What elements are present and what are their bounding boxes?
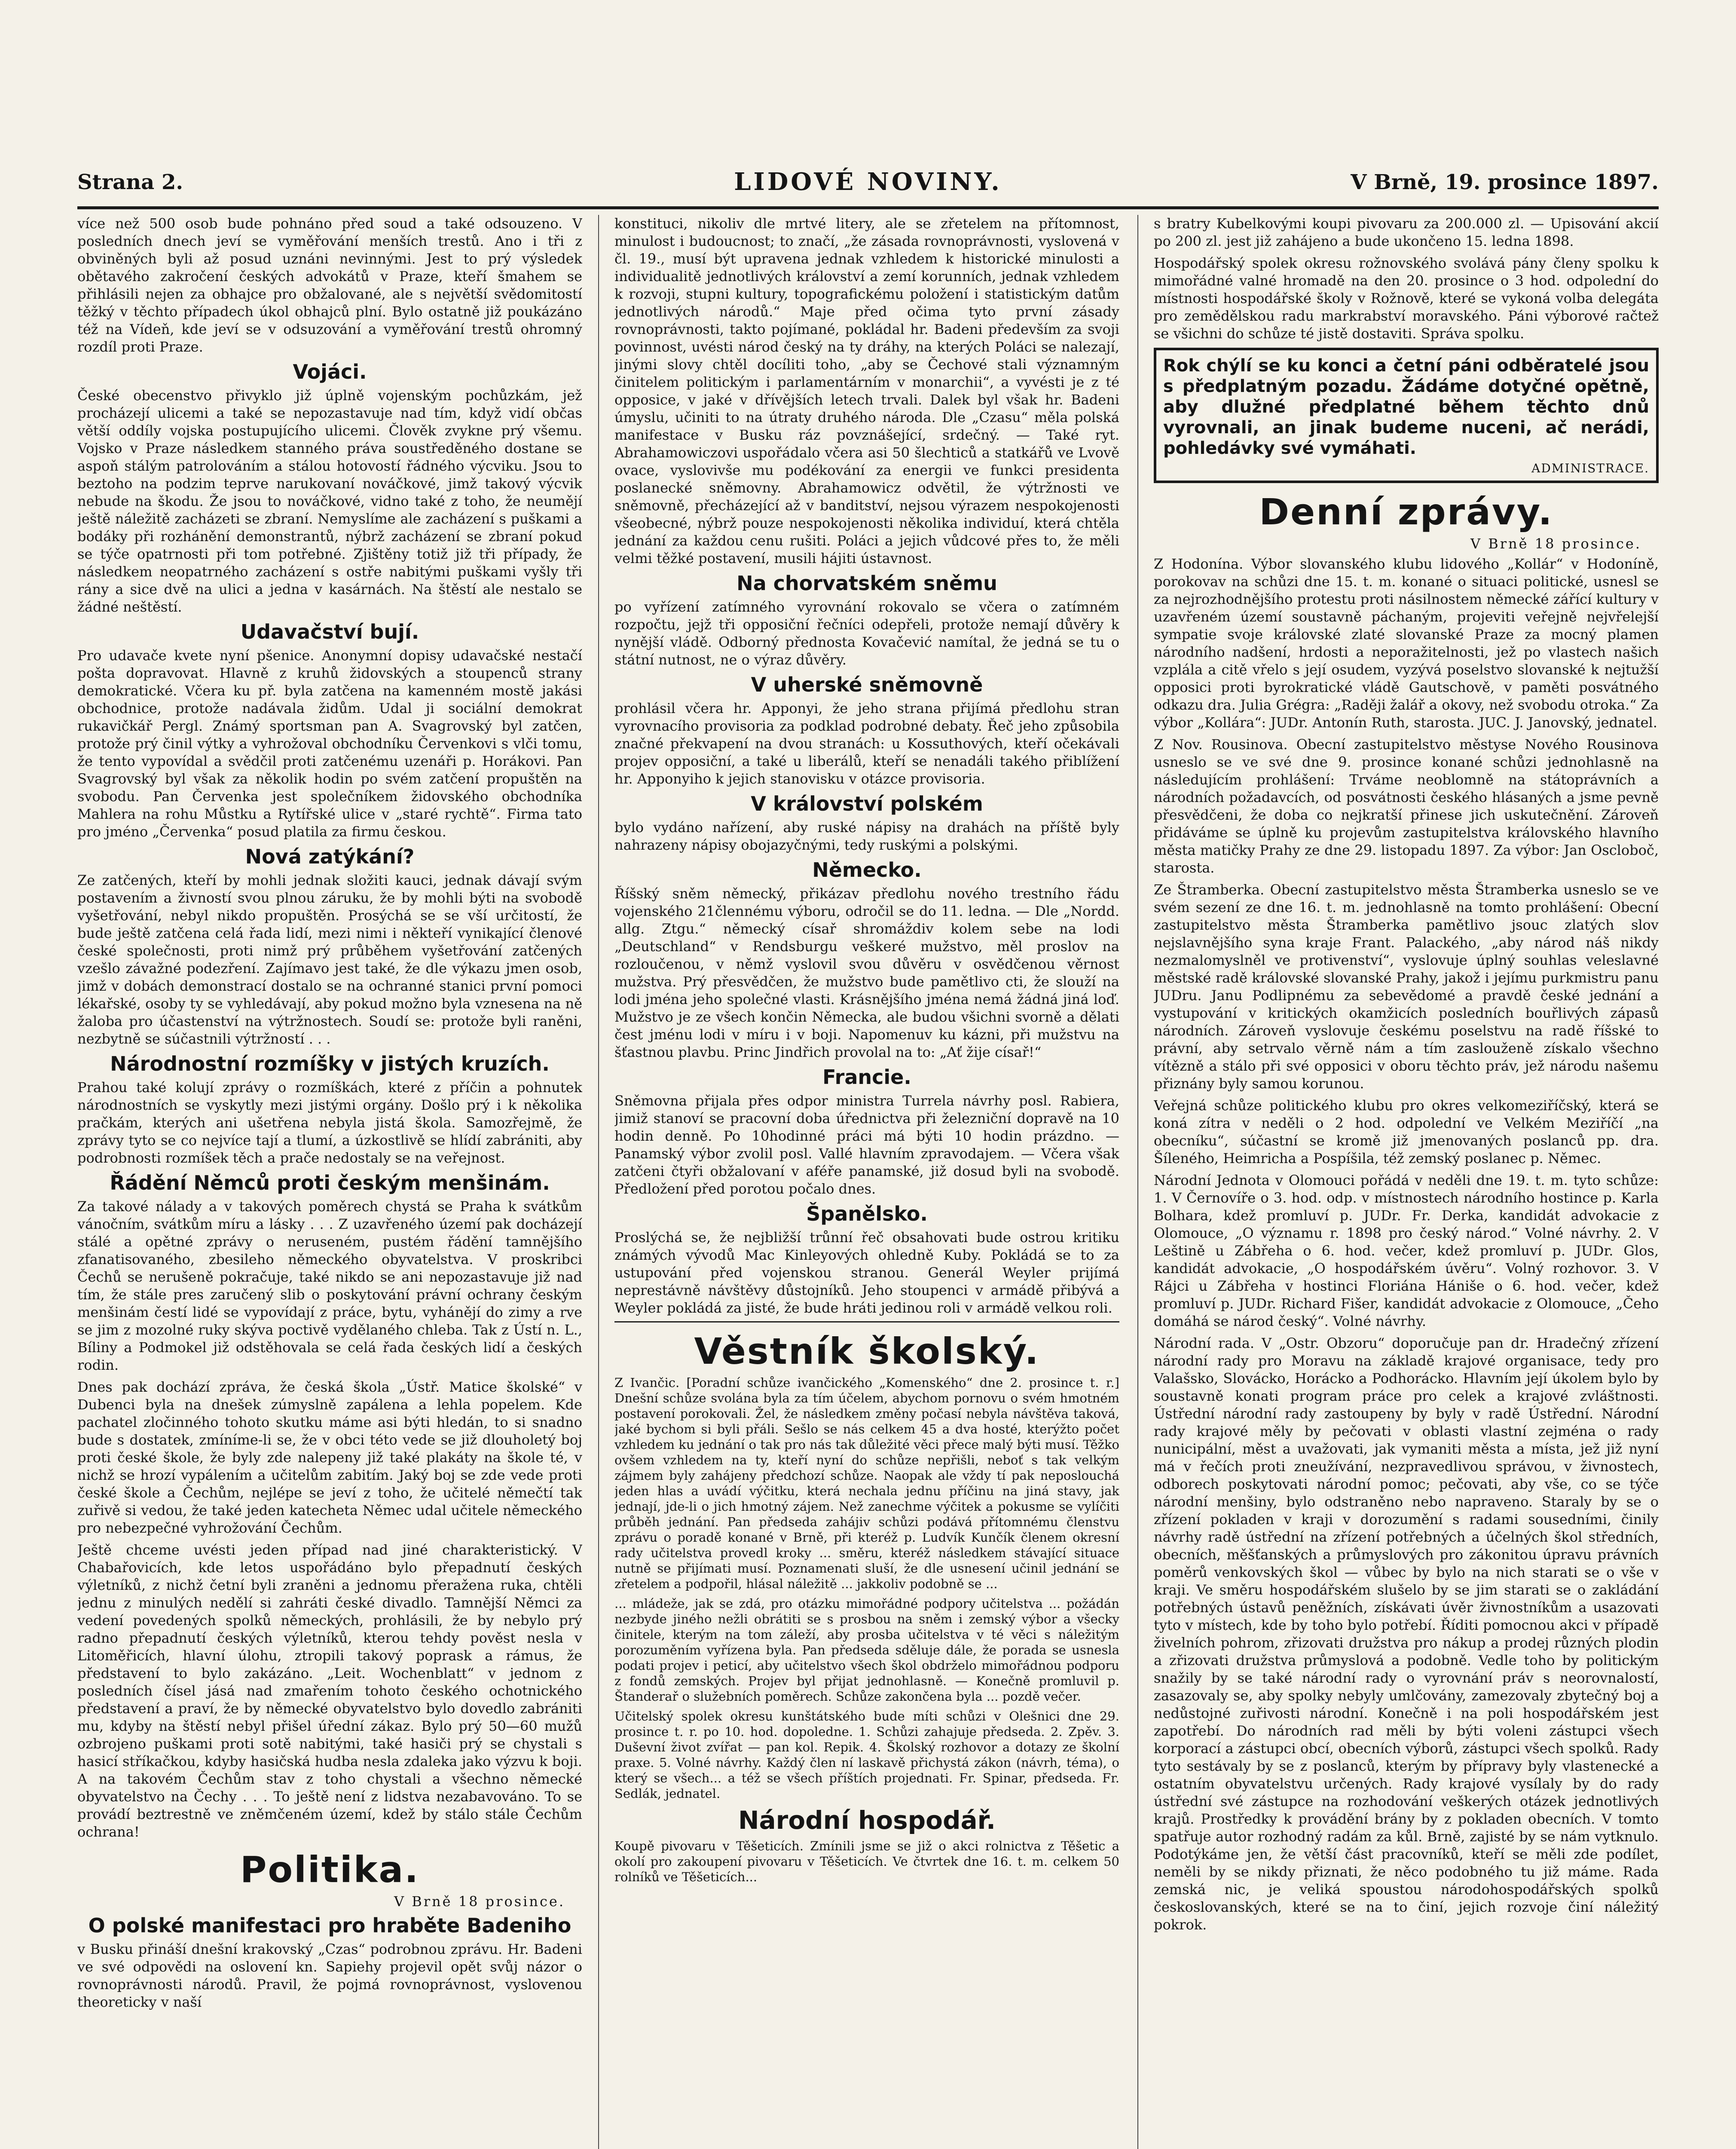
section-heading: Řádění Němců proti českým menšinám. <box>110 1171 550 1194</box>
article-paragraph: Z Ivančic. [Poradní schůze ivančického „Komenského“ dne 2. prosince t. r.] Dnešní schůze svolána byla za tím účelem, abychom pornovu o svém hmotném postavení porokovali. Žel, že následkem změny počasí nebyla návštěva taková, jaké bychom si byli přáli. Sešlo se nás celkem 45 a dva hosté, kterýžto počet vzhledem ku jednání o tak pro nás tak důležité věci přece malý býti musí. Těžko ovšem vzhledem na ty, kteří nyní do schůze nepřišli, neboť s tak velkým zájmem byly zahájeny předchozí schůze. Naopak ale vždy tí pak neposlouchá jeden hlas a uvádí výčitku, která nechala jednu příčinu na jiná stavy, jak jednají, jde-li o jich hmotný zájem. Než zanechme výčitek a pokusme se vylíčiti průběh jednání. Pan předseda zahájiv schůzi podává přítomnému členstvu zprávu o poradě konané v Brně, při kteréž p. Ludvík Kunčík členem okresní rady učitelstva provedl kroky ... směru, kteréž následkem stávající situace nutně se přijímati musí. Poznamenati sluší, že dle usnesení učinil jednání se zřetelem a podpořil, hlásal náležitě ... jakkoliv podobně se ... <box>614 1375 1119 1591</box>
section-heading: V uherské sněmovně <box>751 673 983 696</box>
notice-text: Rok chýlí se ku konci a četní páni odběratelé jsou s předplatným pozadu. Žádáme dotyčné opětně, aby dlužné předplatné během těchto dnů vyrovnali, an jinak budeme nuceni, ač nerádi, pohledávky své vymáhati. <box>1163 356 1649 458</box>
article-paragraph: Ještě chceme uvésti jeden případ nad jiné charakteristický. V Chabařovicích, kde letos uspořádáno bylo přepadnutí českých výletníků, z nichž četní byli zraněni a jednomu přeražena ruka, chtěli jednu z minulých nedělí si zahráti české divadlo. Tamnější Němci za vedení povedených spolků německých, prohlásili, že by nebylo prý radno přepadnutí českých výletníků, kterou tehdy pověst nesla v Litoměřicích, hlavní úlohu, ztropili takový poprask a rámus, že představení to bylo zakázáno. „Leit. Wochenblatt“ v jednom z posledních čísel jásá nad zmařením tohoto českého ochotnického představení a praví, že by německé obyvatelstvo bylo dovedlo zabrániti mu, kdyby na štěstí nebyl přišel úřední zákaz. Bylo prý 50—60 mužů ozbrojeno puškami proti sotě nabitými, také hasiči prý se chystali s hasicí stříkačkou, kdyby hasičská hudba nesla zdaleka jako výzvu k boji. A na takovém Čechům stav z toho chystali a všechno německé obyvatelstvo na Čechy . . . To ještě není z lidstva nezabavováno. To se provádí beztrestně ve zněmčeném území, kdež by stálo stále Čechům ochrana! <box>77 1542 582 1840</box>
column-2 <box>614 215 1119 2149</box>
article-paragraph: v Busku přináší dnešní krakovský „Czas“ podrobnou zprávu. Hr. Badeni ve své odpovědi na oslovení kn. Sapiehy projevil opět svůj názor o rovnoprávnosti národů. Pravil, že pojmá rovnoprávnost, vyslovenou theoreticky v naší <box>77 1941 582 2010</box>
article-paragraph: s bratry Kubelkovými koupi pivovaru za 200.000 zl. — Upisování akcií po 200 zl. jest již zahájeno a bude ukončeno 15. ledna 1898. <box>1154 215 1659 249</box>
article-paragraph: Koupě pivovaru v Těšeticích. Zmínili jsme se již o akci rolnictva z Těšetic a okolí pro zakoupení pivovaru v Těšeticích. Ve čtvrtek dne 16. t. m. celkem 50 rolníků ve Těšeticích... <box>614 1839 1119 1884</box>
article-paragraph: Hospodářský spolek okresu rožnovského svolává pány členy spolku k mimořádné valné hromadě na den 20. prosince o 3 hod. odpolední do místnosti hospodářské školy v Rožnově, které se vykoná volba delegáta pro zemědělskou radu markrabství moravského. Páni výborové račtež se všichni do schůze té jistě dostaviti. Správa spolku. <box>1154 255 1659 342</box>
article-paragraph: Národní rada. V „Ostr. Obzoru“ doporučuje pan dr. Hradečný zřízení národní rady pro Moravu na základě krajové organisace, tedy pro Valašsko, Slovácko, Horácko a Podhorácko. Hlavním její úkolem bylo by soustavně konati program práce pro celek a krajové zvláštnosti. Ústřední národní rady zastoupeny by byly v radě Ústřední. Národní rady krajové měly by pečovati v oblasti vlastní zejména o rady nunicipální, měst a uvažovati, jak vymaniti města a místa, jež již nyní má v řečích proti zneužívání, nezpravedlivou správou, v živnostech, odborech poskytovati národní pomoc; pečovati, aby vše, co se týče národní menšiny, bylo odstraněno nebo napraveno. Staraly by se o zřízení pokladen v kraji v dorozumění s radami sousedními, činily návrhy radě ústřední na zřízení potřebných a účelných škol středních, obecních, měšťanských a průmyslových pro zákonitou úpravu právních poměrů venkovských škol — vůbec by bylo na nich starati se o vše v kraji. Ve směru hospodářském slušelo by se jim starati se o zakládání potřebných ústavů peněžních, získávati úvěr živnostníkům a usazovati tyto v místech, kde by toho bylo potřebí. Říditi pomocnou akci v případě živelních pohrom, zřizovati družstva pro nákup a prodej různých plodin a zřizovati družstva průmyslová a podobně. Vedle toho by politickým snažily by se také národní rady o vyrovnání práv s neorovnalostí, zasazovaly se, aby spolky nebyly umlčovány, zamezovaly zbytečný boj a nedůstojné zuřivosti národní. Konečně i na poli hospodářském jest zapotřebí. Do národních rad měli by býti voleni zástupci všech korporací a zástupci obcí, obecních výborů, zástupci všech spolků. Rady tyto sestávaly by se z poslanců, kterým by přípravy byly vlastenecké a ostatním obyvatelstvu určených. Rady krajové vysílaly by do rady ústřední své zástupce na rozhodování veškerých otázek jednotlivých krajů. Prostředky k provádění brány by z pokladen obecních. V tomto spatřuje autor rozhodný radám za kůl. Brně, zajisté by se nám vytknulo. Podotýkáme jen, že větší část pracovníků, kteří se měli zde podílet, neměli by se nikdy přiznati, že něco podobného tu již máme. Rada zemská nic, je veliká spoustou národohospodářských spolků českoslovanských, které se na to činí, jejich rozvoje činí náležitý pokrok. <box>1154 1335 1659 1933</box>
article-paragraph: prohlásil včera hr. Apponyi, že jeho strana přijímá předlohu stran vyrovnacího provisoria za podklad podrobné debaty. Řeč jeho způsobila značné překvapení na dvou stranách: u Kossuthových, kteří očekávali projev opposiční, a také u liberálů, kteří se nenadáli takého přiblížení hr. Apponyiho k jejich stanovisku v otázce provisoria. <box>614 700 1119 787</box>
article-paragraph: Z Nov. Rousinova. Obecní zastupitelstvo městyse Nového Rousinova usneslo se ve své dne 9. prosince konané schůzi jednohlasně na následujícím prohlášení: Trváme neoblomně na státoprávních a národních požadavcích, od posvátnosti českého hlásaných a jsme pevně přesvědčeni, že doba co nejkratší přinese jich uskutečnění. Zároveň přidáváme se úplně ku projevům zastupitelstva královského hlavního města matičky Prahy ze dne 29. listopadu 1897. Za výbor: Jan Oscloboč, starosta. <box>1154 736 1659 876</box>
article-paragraph: Z Hodonína. Výbor slovanského klubu lidového „Kollár“ v Hodoníně, porokovav na schůzi dne 15. t. m. konané o situaci politické, usnesl se za nejrozhodnějšího protestu proti násilnostem německé zářící kultury v uzavřeném území soustavně páchaným, projeviti veřejně nejvřelejší sympatie svoje královské zlaté slovanské Praze za mocný plamen národního nadšení, hrdosti a neporažitelnosti, jež po vlastech našich vzplála a citě vřelo s její osudem, vyzývá poselstvo slovanské k nejtužší opposici proti byrokratické vládě Gautschově, v paměti posvátného odkazu dra. Julia Grégra: „Raději žalář a okovy, než svobodu otroka.“ Za výbor „Kollára“: JUDr. Antonín Ruth, starosta. JUC. J. Janovský, jednatel. <box>1154 556 1659 731</box>
section-heading: Národnostní rozmíšky v jistých kruzích. <box>110 1052 550 1075</box>
article-paragraph: ... mládeže, jak se zdá, pro otázku mimořádné podpory učitelstva ... požádán nezbyde jiného nežli obrátiti se s prosbou na sněm i zemský výbor a všecky činitele, kterým na tom záleží, aby prosba učitelstva v té věci s náležitým porozuměním vyřízena byla. Pan předseda sděluje dále, že porada se usnesla podati projev i peticí, aby učitelstvo všech škol obdrželo mimořádnou podporu z fondů zemských. Projev byl přijat jednohlasně. — Konečně promluvil p. Štanderař o služebních poměrech. Schůze zakončena byla ... pozdě večer. <box>614 1596 1119 1704</box>
article-paragraph: Proslýchá se, že nejbližší trůnní řeč obsahovati bude ostrou kritiku známých vývodů Mac Kinleyových ohledně Kuby. Pokládá se to za ustupování před vojenskou stranou. Generál Weyler prijímá neprestávně návštěvy důstojníků. Jeho stoupenci v armádě přibývá a Weyler pokládá za jisté, že bude hráti jedinou roli v armádě velkou roli. <box>614 1229 1119 1316</box>
section-heading: Na chorvatském sněmu <box>737 572 997 595</box>
column-divider <box>598 215 599 2149</box>
section-heading: Španělsko. <box>806 1202 928 1225</box>
school-news-body <box>614 1375 1119 1801</box>
article-paragraph: Veřejná schůze politického klubu pro okres velkomeziříčský, která se koná zítra v neděli o 2 hod. odpolední ve Velkém Meziříčí „na obecníku“, súčastní se kromě již jmenovaných poslanců pp. dra. Šíleného, Heimricha a Pospíšila, též zemský poslanec p. Němec. <box>1154 1097 1659 1166</box>
page-header <box>77 155 1659 209</box>
section-heading: Udavačství bují. <box>240 620 419 643</box>
article-paragraph: Učitelský spolek okresu kunštátského bude míti schůzi v Olešnici dne 29. prosince t. r. po 10. hod. dopoledne. 1. Schůzi zahajuje předseda. 2. Zpěv. 3. Duševní život zvířat — pan kol. Repik. 4. Školský rozhovor a dotazy ze školní praxe. 5. Volné návrhy. Každý člen ní laskavě přichystá zákon (návrh, téma), o který se všech... a též se všech příštích projednati. Fr. Spinar, předseda. Fr. Sedlák, jednatel. <box>614 1709 1119 1801</box>
article-paragraph: České obecenstvo přivyklo již úplně vojenským pochůzkám, jež procházejí ulicemi a také se nepozastavuje nad tím, když vidí občas větší oddíly vojska postupujícího ulicemi. Člověk zvykne prý všemu. Vojsko v Praze následkem stanného práva soustředěného dostane se aspoň stálým patrolováním a stálou hotovostí řádného výcviku. Jsou to beztoho na podzim teprve narukovaní nováčkové, jimž takový výcvik nebude na škodu. Že jsou to nováčkové, vidno také z toho, že neumějí ještě náležitě zacházeti se zbraní. Nemyslíme ale zacházení s puškami a bodáky při rozhánění demonstrantů, nýbrž zacházení se zbraní pokud se týče opatrnosti při tom potřebné. Zjištěny totiž již tři případy, že následkem neopatrného zacházení s ostře nabitými puškami vyšly tři rány a sice dvě na ulici a jedna v kasárnách. Na štěstí ale nestalo se žádné neštěstí. <box>77 387 582 615</box>
article-paragraph: po vyřízení zatímného vyrovnání rokovalo se včera o zatímném rozpočtu, jejž tři opposiční řečníci odepřeli, protože nemají důvěry k nynější vládě. Odborný přednosta Kovačević namítal, že jedná se tu o státní nutnost, ne o výraz důvěry. <box>614 599 1119 668</box>
section-heading: Vojáci. <box>293 360 367 383</box>
column-divider <box>1137 215 1138 2149</box>
article-paragraph: Sněmovna přijala přes odpor ministra Turrela návrhy posl. Rabiera, jimiž stanoví se pracovní doba úřednictva při železniční dopravě na 10 hodin denně. Po 10hodinné práci má býti 10 hodin prázdno. — Panamský výbor zvolil posl. Vallé hlavním zpravodajem. — Včera však zatčeni čtyři obžalovaní v aféře panamské, již dosud byli na svobodě. Předložení před porotou počalo dnes. <box>614 1093 1119 1197</box>
school-news-heading: Věstník školský. <box>694 1330 1040 1372</box>
section-heading: O polské manifestaci pro hraběte Badeniho <box>88 1914 572 1937</box>
subscription-notice <box>1154 348 1659 483</box>
newspaper-title: LIDOVÉ NOVINY. <box>734 168 1002 196</box>
article-paragraph: bylo vydáno nařízení, aby ruské nápisy na drahách na příště byly nahrazeny nápisy obojazyčnými, tedy ruskými a polskými. <box>614 819 1119 853</box>
article-paragraph: Pro udavače kvete nyní pšenice. Anonymní dopisy udavačské nestačí pošta dopravovat. Hlavně z kruhů židovských a stoupenců strany demokratické. Včera ku př. byla zatčena na kamenném mostě jakási obchodnice, protože nadávala židům. Udal ji sociální demokrat rukavičkář Pergl. Známý sportsman pan A. Svagrovský byl zatčen, protože prý činil výtky a vyhrožoval obchodníku Červenkovi s vlči tomu, že tento vypovídal a svědčil proti zatčenému uzenáři p. Horákovi. Pan Svagrovský byl však za několik hodin po svém zatčení propuštěn na svobodu. Pan Červenka jest společníkem židovského obchodníka Mahlera na rohu Můstku a Rytířské ulice v „staré rychtě“. Firma tato pro jméno „Červenka“ posud platila za firmu českou. <box>77 647 582 840</box>
politics-heading: Politika. <box>240 1849 420 1891</box>
article-paragraph: více než 500 osob bude pohnáno před soud a také odsouzeno. V posledních dnech jeví se vyměřování menších trestů. Ano i tři z obviněných byli až posud uznáni nevinnými. Jest to prý výsledek obětavého zakročení českých advokátů v Praze, kteří šmahem se přihlásili nejen za obhajce pro obžalované, ale s největší svědomitostí těžký v těchto případech úkol obhajců plní. Bylo ostatně již poukázáno též na Vídeň, kde jeví se v odsuzování a vyměřování trestů ohromný rozdíl proti Praze. <box>77 215 582 355</box>
article-paragraph: Prahou také kolují zprávy o rozmíškách, které z příčin a pohnutek národnostních se vyskytly mezi jistými orgány. Došlo prý i k několika pračkám, kterých ani ušetřena nebyla jistá škola. Samozřejmě, že zprávy tyto se co nejvíce tají a tlumí, a úzkostlivě se hlídí zabrániti, aby podrobnosti rozmíšek těch a prače nedostaly se na veřejnost. <box>77 1079 582 1166</box>
article-paragraph: Ze Štramberka. Obecní zastupitelstvo města Štramberka usneslo se ve svém sezení ze dne 16. t. m. jednohlasně na tomto prohlášení: Obecní zastupitelstvo města Štramberka pamětlivo jsouc zlatých slov nejslavnějšího syna kraje Frant. Palackého, „aby národ náš nikdy nezmalomyslněl ve protivenství“, vyslovuje úplný souhlas veleslavné městské radě královské slovanské Prahy, jakož i jejímu purkmistru panu JUDru. Janu Podlipnému za sebevědomé a pravdě české jednání a vystupování v kritických okamžicích posledních bouřlivých zápasů národních. Zároveň vyslovuje českému poselstvu na radě říšské to právní, aby setrvalo věrně nám a tím zaslouženě získalo všechno vítězně a stálo při své opposici v oboru těchto práv, jež národu našemu přiznány byly samou korunou. <box>1154 882 1659 1092</box>
article-paragraph: Ze zatčených, kteří by mohli jednak složiti kauci, jednak dávají svým postavením a živností svou plnou záruku, že by mohli býti na svobodě vyšetřování, nebyl nikdo propuštěn. Prosýchá se se vší určitostí, že bude ještě zatčena celá řada lidí, mezi nimi i někteří vynikající členové české společnosti, proti nimž prý průběhem vyšetřování zatčených vzešlo závažné podezření. Zajímavo jest také, že dle výkazu jmen osob, jimž v dobách demonstrací dostalo se na ochranné stanici první pomoci lékařské, osoby ty se vyhledávají, aby pokud možno byla vznesena na ně žaloba pro účastenství na výtržnostech. Soudí se: protože byli raněni, nezbytně se súčastnili výtržností . . . <box>77 872 582 1047</box>
article-paragraph: Za takové nálady a v takových poměrech chystá se Praha k svátkům vánočním, svátkům míru a lásky . . . Z uzavřeného území pak docházejí stálé a opětné zprávy o neruseném, pustém řádění tamnějšího zfanatisovaného, zbesileho německého obyvatelstva. V proskribci Čechů se nerušeně pokračuje, také nikdo se ani nepozastavuje již nad tím, že stále pres zaručený slib o poskytování právní ochrany českým menšinám čestí lidé se vypovídají z práce, bytu, vyhánějí do zimy a rve se jim z mozolné ruky skýva poctivě vydělaného chleba. Tak z Ústí n. L., Bíliny a Podmokel již odstěhovala se celá řada českých lidí a českých rodin. <box>77 1198 582 1373</box>
section-heading: Německo. <box>812 858 922 882</box>
section-heading: Francie. <box>822 1065 911 1089</box>
dateline: V Brně 18 prosince. <box>394 1893 565 1910</box>
economy-heading: Národní hospodář. <box>738 1806 996 1835</box>
article-paragraph: Národní Jednota v Olomouci pořádá v neděli dne 19. t. m. tyto schůze: 1. V Černovíře o 3. hod. odp. v místnostech národního hostince p. Karla Bolhara, kdež promluví p. JUDr. Fr. Derka, kandidát advokacie z Olomouce, „O významu r. 1898 pro český národ.“ Volné návrhy. 2. V Leštině u Zábřeha o 6. hod. večer, kdež promluví p. JUDr. Glos, kandidát advokacie, „O hospodářském úvěru“. Volný rozhovor. 3. V Rájci u Zábřeha v hostinci Floriána Hániše o 6. hod. večer, kdež promluví p. JUDr. Richard Fišer, kandidát advokacie z Olomouce, „Čeho domáhá se národ český“. Volné návrhy. <box>1154 1172 1659 1329</box>
section-heading: Nová zatýkání? <box>245 845 415 868</box>
daily-news-heading: Denní zprávy. <box>1259 491 1553 533</box>
article-paragraph: Říšský sněm německý, přikázav předlohu nového trestního řádu vojenského 21člennému výboru, odročil se do 11. ledna. — Dle „Nordd. allg. Ztgu.“ německý císař shromáždiv kolem sebe na lodi „Deutschland“ v Rendsburgu veškeré mužstvo, měl proslov na rozloučenou, v němž vyslovil svou důvěru v osvědčenou věrnost mužstva. Prý přesvědčen, že mužstvo bude pamětlivo cti, že slouží na lodi jména jeho společné vlasti. Krásnějšího jména nemá žádná jiná loď. Mužstvo je ze všech končin Německa, ale budou všichni svorně a dělati čest jménu lodi v míru i v boji. Napomenuv ku kázni, při mužstvu na šťastnou plavbu. Princ Jindřich provolal na to: „Ať žije císař!“ <box>614 885 1119 1060</box>
section-heading: V království polském <box>751 792 983 815</box>
economy-body <box>614 1838 1119 1885</box>
dateline: V Brně 18 prosince. <box>1470 536 1641 552</box>
article-paragraph: konstituci, nikoliv dle mrtvé litery, ale se zřetelem na přítomnost, minulost i budoucnost; to značí, „že zásada rovnoprávnosti, vyslovená v čl. 19., musí být upravena jednak vzhledem k historické minulosti a individualitě jednotlivých království a zemí korunních, jednak vzhledem k rozvoji, stupni kultury, topografickému položení i statistickým datům jednotlivých národů.“ Maje před očima tyto první zásady rovnoprávnosti, takto pojímané, pokládal hr. Badeni především za svoji povinnost, uvésti národ český na ty dráhy, na kterých Poláci se nalezají, jinými slovy chtěl docíliti toho, „aby se Čechové stali významným činitelem politickým i parlamentárním v monarchii“, a vyvésti je z té opposice, v jaké v dřívějších letech trvali. Dalek byl však hr. Badeni úmyslu, učiniti to na útraty druhého národa. Dle „Czasu“ měla polská manifestace v Busku ráz povznášející, srdečný. — Také ryt. Abrahamowiczovi uspořádalo včera asi 50 šlechticů a statkářů ve Lvově ovace, vyslovivše mu podékování za energii ve funkci presidenta poslanecké sněmovny. Abrahamowicz odvětil, že výtržnosti ve sněmovně, přecházející až v banditství, nejsou výrazem nespokojenosti všeobecné, nýbrž pouze nespokojenosti několika individuí, která chtěla jednání za každou cenu rušiti. Poláci a jejich vůdcové přes to, že měli velmi těžké postavení, musili hájiti ústavnost. <box>614 215 1119 566</box>
issue-date: V Brně, 19. prosince 1897. <box>1351 170 1659 194</box>
article-paragraph: Dnes pak dochází zpráva, že česká škola „Ústř. Matice školské“ v Dubenci byla na dnešek zúmyslně zapálena a lehla popelem. Kde pachatel zločinného tohoto skutku máme asi býti hledán, to si snadno bude s dostatek, zmíníme-li se, že v obci této vede se již dlouholetý boj proti české škole, že byly zde nalepeny již také plakáty na škole té, v nichž se hrozí vypálením a učitelům zabitím. Jaký boj se zde vede proti české škole a Čechům, nejlépe se jeví z toho, že učitelé němečtí tak zuřivě si vedou, že také jeden katecheta Němec udal učitele německého pro nebezpečné vyhrožování Čechům. <box>77 1379 582 1536</box>
newspaper-page <box>77 155 1659 2149</box>
column-3 <box>1154 215 1659 2149</box>
separator-line <box>614 1321 1119 1322</box>
page-number: Strana 2. <box>77 170 183 194</box>
column-1 <box>77 215 582 2149</box>
notice-signature: ADMINISTRACE. <box>1531 461 1649 475</box>
